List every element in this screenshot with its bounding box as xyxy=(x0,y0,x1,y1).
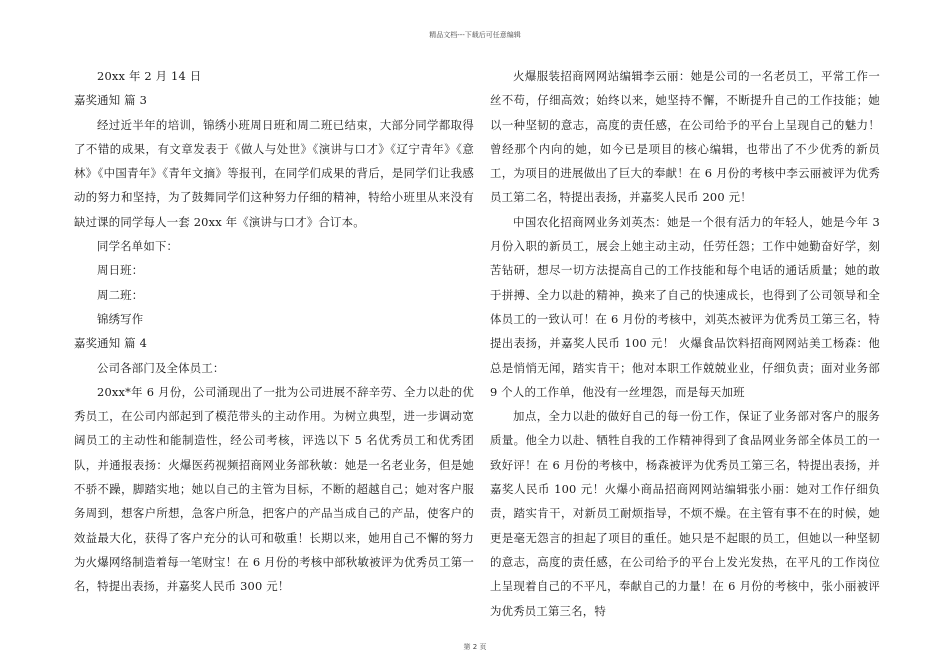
salutation: 公司各部门及全体员工： xyxy=(97,360,225,375)
section-4-paragraph: 20xx*年 6 月份，公司涌现出了一批为公司进展不辞辛劳、全力以赴的优秀员工，在公司内部起到了模范带头的主动作用。为树立典型，进一步调动宽阔员工的主动性和能制造性，经公司考核，评选以下 5 名优秀员工和优秀团队，并通报表扬：火爆医药视频招商网业务部秋敏：她是一名老业务，但是她不骄不躁，脚踏实地；她以自己的主管为目标，不断的超越自己；她对客户服务周到，想客户所想，急客户所急，把客户的产品当成自己的产品，使客户的效益最大化，获得了客户充分的认可和敬重！长期以来，她用自己不懈的努力为火爆网络制造着每一笔财宝！在 6 月份的考核中部秋敏被评为优秀员工第一名，特提出表扬，并嘉奖人民币 300 元！ xyxy=(74,384,474,594)
paragraph-li-yunli: 火爆服装招商网网站编辑李云丽：她是公司的一名老员工，平常工作一丝不苟，仔细高效；始终以来，她坚持不懈，不断提升自己的工作技能；她以一种坚韧的意志，高度的责任感，在公司给予的平台上呈现自己的魅力！曾经那个内向的她，如今已是项目的核心编辑，也带出了不少优秀的新员工，为项目的进展做出了巨大的奉献！在 6 月份的考核中李云丽被评为优秀员工第二名，特提出表扬，并嘉奖人民币 200 元！ xyxy=(490,69,880,205)
right-column xyxy=(490,64,880,623)
page-header: 精品文档---下载后可任意编辑 xyxy=(429,31,521,39)
section-3-title: 嘉奖通知 篇 3 xyxy=(74,93,148,108)
paragraph-continuation: 加点，全力以赴的做好自己的每一份工作，保证了业务部对客户的服务质量。他全力以赴、牺牲自我的工作精神得到了食品网业务部全体员工的一致好评！在 6 月份的考核中，杨森被评为优秀员工第三名，特提出表扬，并嘉奖人民币 100 元！火爆小商品招商网网站编辑张小丽：她对工作仔细负责，踏实肯干，对新员工耐烦指导，不烦不燥。在主管有事不在的时候，她更是毫无怨言的担起了项目的重任。她只是不起眼的员工，但她以一种坚韧的意志，高度的责任感，在公司给予的平台上发光发热，在平凡的工作岗位上呈现着自己的不平凡，奉献自己的力量！在 6 月份的考核中，张小丽被评为优秀员工第三名，特 xyxy=(490,409,880,618)
page-footer: 第 2 页 xyxy=(463,643,487,651)
student-list-intro: 同学名单如下： xyxy=(97,239,179,254)
signature: 锦绣写作 xyxy=(97,311,144,326)
left-column xyxy=(74,64,474,599)
student-list-tuesday: 周二班： xyxy=(97,287,144,302)
letter-date: 20xx 年 2 月 14 日 xyxy=(97,69,202,83)
paragraph-liu-yingjie: 中国农化招商网业务刘英杰：她是一个很有活力的年轻人，她是今年 3 月份入职的新员工，展会上她主动主动，任劳任怨；工作中她勤奋好学，刻苦钻研，想尽一切方法提高自己的工作技能和每个电话的通话质量；她的敢于拼搏、全力以赴的精神，换来了自己的快速成长，也得到了公司领导和全体员工的一致认可！在 6 月份的考核中，刘英杰被评为优秀员工第三名，特提出表扬，并嘉奖人民币 100 元！ 火爆食品饮料招商网网站美工杨森：他总是悄悄无闻，踏实肯干；他对本职工作兢兢业业，仔细负责；面对业务部 9 个人的工作单，他没有一丝埋怨，而是每天加班 xyxy=(490,214,880,399)
student-list-sunday: 周日班： xyxy=(97,263,144,278)
section-4-title: 嘉奖通知 篇 4 xyxy=(74,336,148,351)
section-3-paragraph: 经过近半年的培训，锦绣小班周日班和周二班已结束，大部分同学都取得了不错的成果，有文章发表于《做人与处世》《演讲与口才》《辽宁青年》《意林》《中国青年》《青年文摘》等报刊，在同学们成果的背后，是同学们让我感动的努力和坚持，为了鼓舞同学们这种努力仔细的精神，特给小班里从来没有缺过课的同学每人一套 20xx 年《演讲与口才》合订本。 xyxy=(74,117,474,229)
